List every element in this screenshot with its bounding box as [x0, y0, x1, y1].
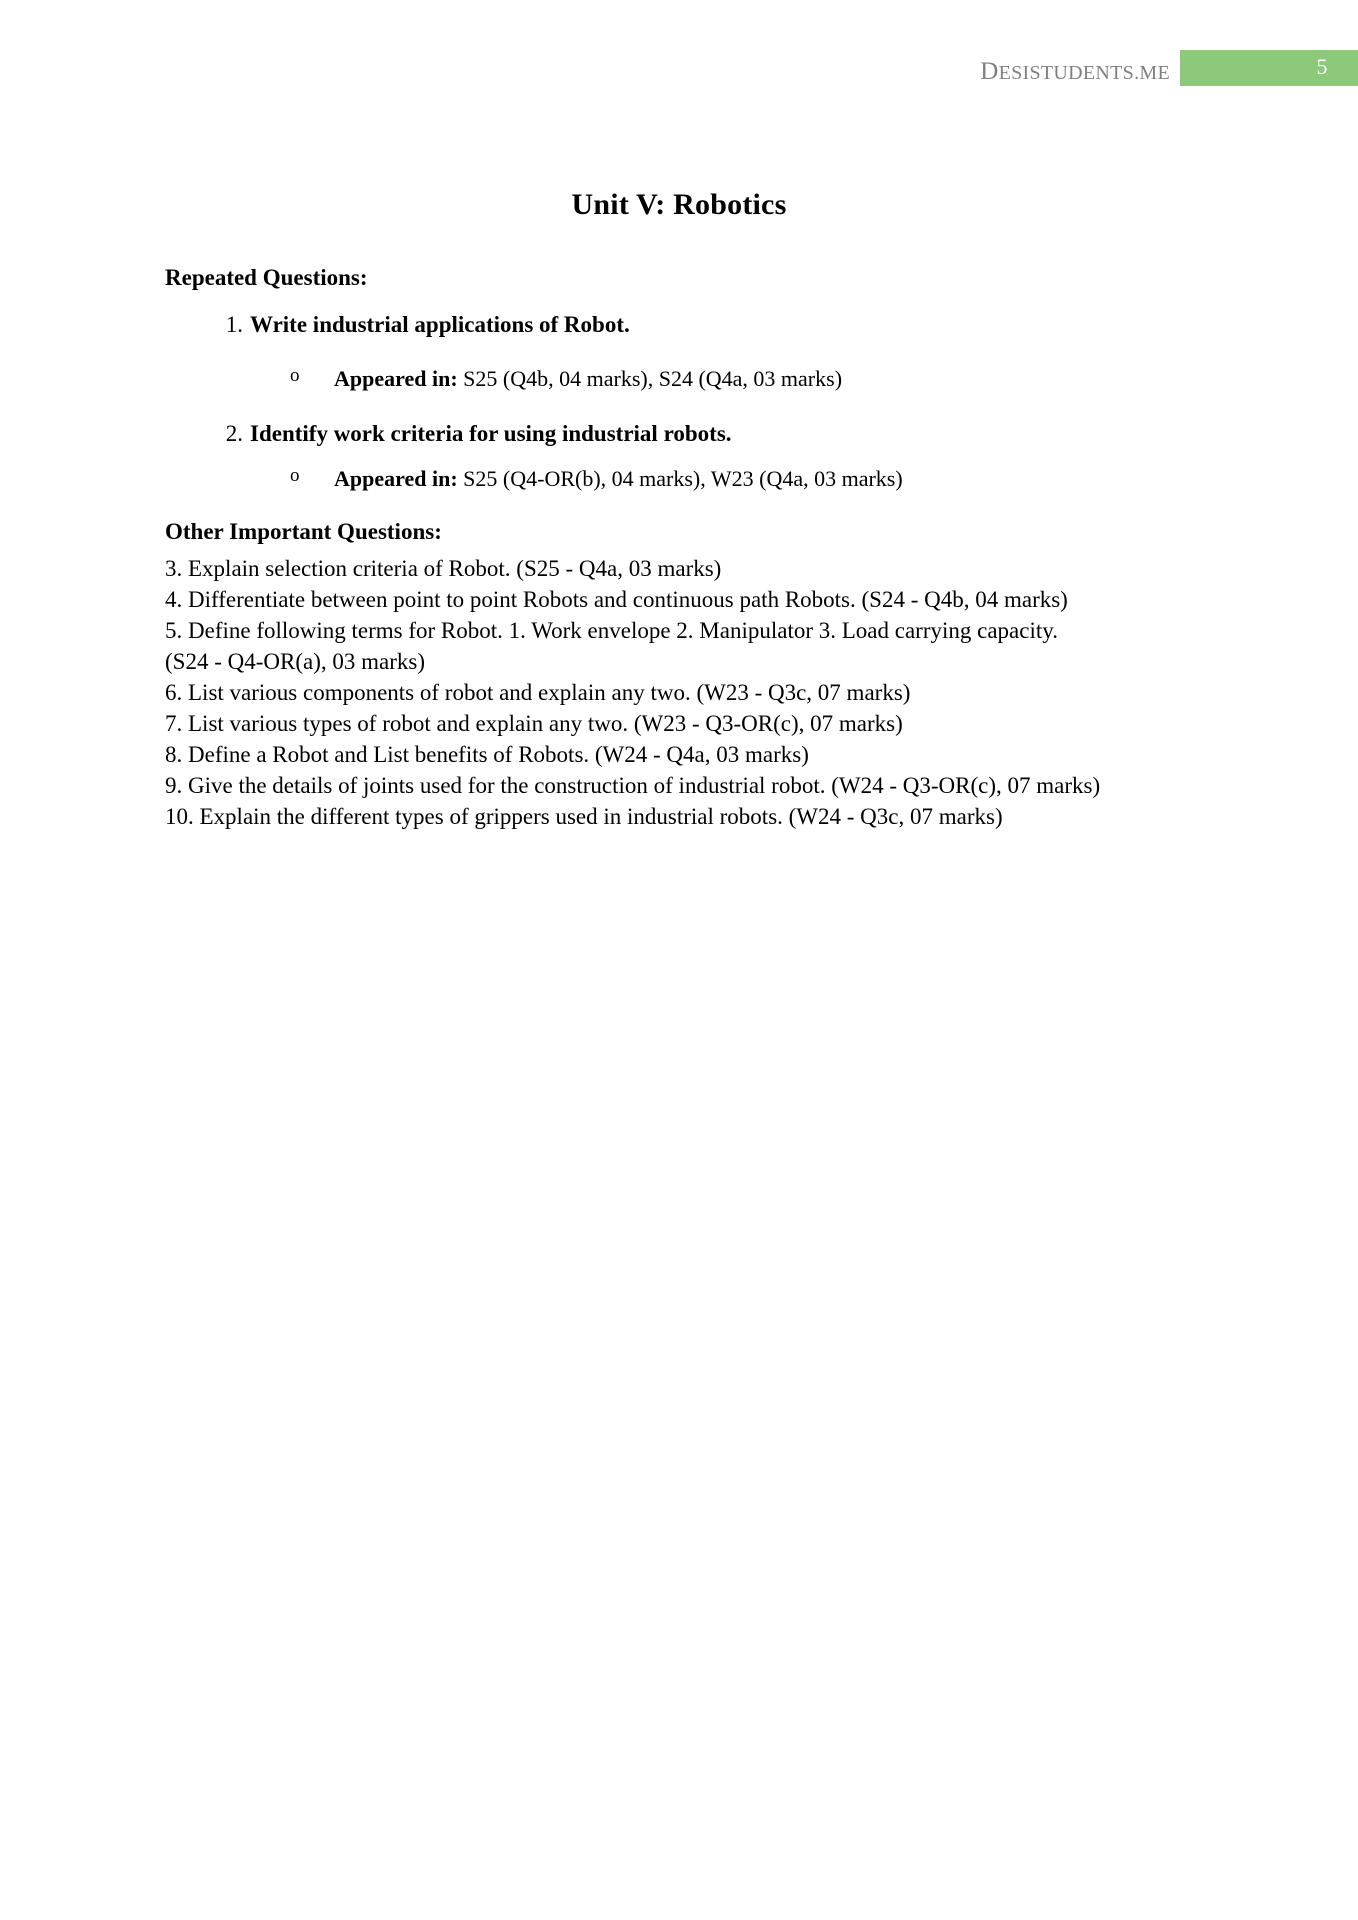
other-questions-heading: Other Important Questions: — [165, 519, 442, 544]
page-title: Unit V: Robotics — [571, 188, 787, 221]
appeared-in-value: S25 (Q4-OR(b), 04 marks), W23 (Q4a, 03 marks) — [463, 466, 903, 491]
other-question-line: 6. List various components of robot and explain any two. (W23 - Q3c, 07 marks) — [165, 680, 911, 705]
list-marker: 1. — [225, 312, 243, 337]
question-text: Write industrial applications of Robot. — [250, 312, 630, 337]
other-question-line: 3. Explain selection criteria of Robot. (S25 - Q4a, 03 marks) — [165, 556, 722, 581]
list-item — [290, 366, 1240, 392]
appeared-in-value: S25 (Q4b, 04 marks), S24 (Q4a, 03 marks) — [463, 366, 843, 391]
other-question-line: 7. List various types of robot and explain any two. (W23 - Q3-OR(c), 07 marks) — [165, 711, 903, 736]
other-question-line: 9. Give the details of joints used for the construction of industrial robot. (W24 - Q3-OR(c), 07 marks) — [165, 773, 1101, 798]
other-question-line: 10. Explain the different types of grippers used in industrial robots. (W24 - Q3c, 07 marks) — [165, 804, 1003, 829]
circle-bullet-icon: o — [290, 365, 300, 386]
site-watermark — [980, 58, 1170, 86]
other-question-line: (S24 - Q4-OR(a), 03 marks) — [165, 649, 425, 674]
other-question-line: 5. Define following terms for Robot. 1. Work envelope 2. Manipulator 3. Load carrying capacity. — [165, 618, 1058, 643]
appeared-in-label: Appeared in: — [334, 466, 458, 491]
list-item — [290, 466, 1240, 492]
question-text: Identify work criteria for using industrial robots. — [250, 421, 732, 446]
site-watermark-name: ESISTUDENTS — [998, 62, 1135, 84]
list-item — [205, 312, 1205, 338]
circle-bullet-icon: o — [290, 465, 300, 486]
site-watermark-initial: D — [980, 58, 999, 85]
appeared-in-line — [334, 366, 1240, 392]
other-question-line: 8. Define a Robot and List benefits of Robots. (W24 - Q4a, 03 marks) — [165, 742, 809, 767]
repeated-questions-heading: Repeated Questions: — [165, 265, 368, 290]
site-watermark-tld: .ME — [1134, 62, 1170, 84]
list-marker: 2. — [225, 421, 243, 446]
page-number: 5 — [1316, 54, 1328, 79]
appeared-in-label: Appeared in: — [334, 366, 458, 391]
other-question-line: 4. Differentiate between point to point Robots and continuous path Robots. (S24 - Q4b, 04 marks) — [165, 587, 1068, 612]
page-header — [0, 54, 1358, 92]
appeared-in-line — [334, 466, 1240, 492]
list-item — [205, 421, 1205, 447]
